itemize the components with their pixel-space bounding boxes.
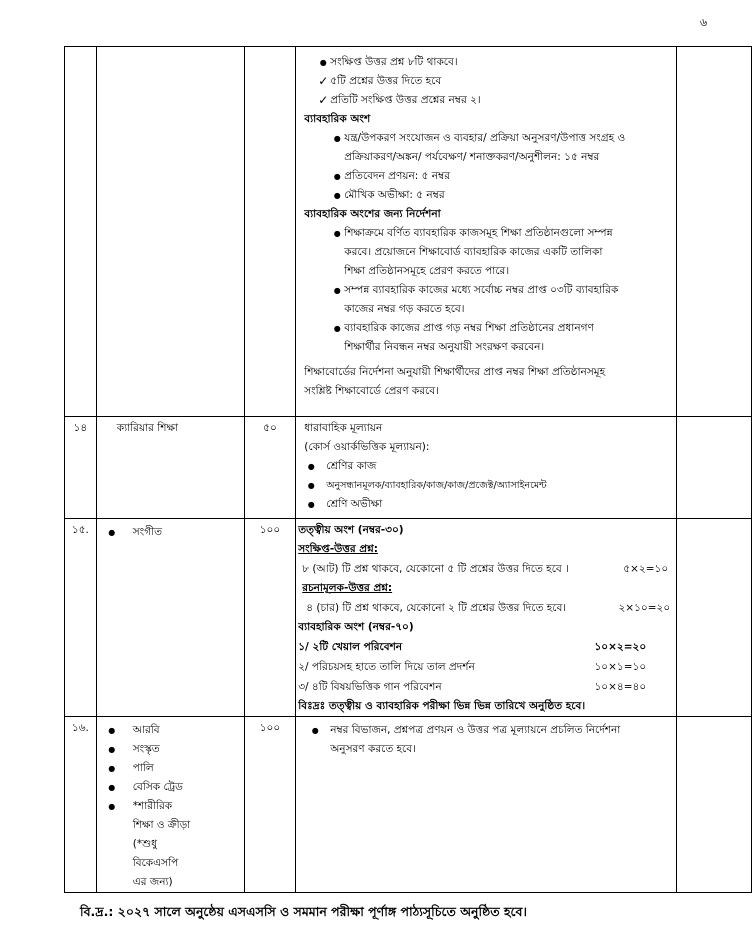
list-item: ● ব্যাবহারিক কাজের প্রাপ্ত গড় নম্বর শিক্ষা প্রতিষ্ঠানের প্রধানগণ শিক্ষার্থীর নিবন্ধন নম্বর অনুযায়ী সংরক্ষণ করবেন।	[333, 322, 594, 353]
list-item: ● সংস্কৃত	[108, 743, 160, 755]
exam-date-note: বিঃদ্রঃ তত্ত্বীয় ও ব্যাবহারিক পরীক্ষা ভিন্ন ভিন্ন তারিখে অনুষ্ঠিত হবে।	[298, 700, 586, 712]
list-item: ● প্রতিবেদন প্রণয়ন: ৫ নম্বর	[333, 170, 451, 182]
subject-cell	[96, 717, 244, 893]
list-item: ● অনুসন্ধানমূলক/ব্যাবহারিক/কাজ/কাজ/প্রজেক্ট/অ্যাসাইনমেন্ট	[307, 480, 547, 491]
footer-note: বি.দ্র.: ২০২৭ সালে অনুষ্ঠেয় এসএসসি ও সমমান পরীক্ষা পূর্ণাঙ্গ পাঠ্যসূচিতে অনুষ্ঠিত হবে।	[80, 904, 527, 919]
list-item: ● পালি	[108, 762, 154, 774]
serial-cell: ১৫.	[65, 519, 97, 717]
short-question-rule: ৮ (আট) টি প্রশ্ন থাকবে, যেকোনো ৫ টি প্রশ্নের উত্তর দিতে হবে । ৫×২=১০	[302, 563, 669, 575]
practical-heading: ব্যাবহারিক অংশ	[304, 113, 371, 125]
practical-item: ৩/ ৪টি বিষয়ভিত্তিক গান পরিবেশন ১০×৪=৪০	[298, 681, 647, 693]
instruction-heading: ব্যাবহারিক অংশের জন্য নির্দেশনা	[304, 208, 441, 220]
short-question-heading: সংক্ষিপ্ত-উত্তর প্রশ্ন:	[298, 543, 378, 555]
marks-cell: ৫০	[244, 417, 296, 519]
evaluation-subheading: (কোর্স ওয়ার্কভিত্তিক মূল্যায়ন):	[304, 441, 430, 453]
description-cell	[296, 519, 677, 717]
serial-cell: ১৪	[65, 417, 97, 519]
marks-cell: ১০০	[244, 519, 296, 717]
list-item: ● আরবি	[108, 724, 160, 736]
list-item: ● শ্রেণির কাজ	[307, 460, 377, 472]
list-item: ● শিক্ষাক্রমে বর্ণিত ব্যাবহারিক কাজসমূহ শিক্ষা প্রতিষ্ঠানগুলো সম্পন্ন করবে। প্রয়োজনে শিক্ষাবোর্ড ব্যাবহারিক কাজের একটি তালিকা শিক্ষা প্রতিষ্ঠানসমূহে প্রেরণ করতে পারে।	[333, 227, 613, 277]
description-cell	[296, 47, 677, 417]
list-item: ● সম্পন্ন ব্যাবহারিক কাজের মধ্যে সর্বোচ্চ নম্বর প্রাপ্ত ০৩টি ব্যাবহারিক কাজের নম্বর গড় করতে হবে।	[333, 284, 619, 315]
table-row-16	[65, 717, 752, 893]
checkmark-icon: ✓	[318, 74, 329, 88]
list-item: ● শ্রেণি অভীক্ষা	[307, 498, 383, 510]
theory-heading: তত্ত্বীয় অংশ (নম্বর-৩০)	[298, 524, 404, 536]
list-item: ● *শারীরিক শিক্ষা ও ক্রীড়া (*শুধু বিকেএসপি এর জন্য)	[108, 800, 191, 888]
subject-cell: ● সংগীত	[96, 519, 244, 717]
remarks-cell	[677, 417, 752, 519]
closing-note: শিক্ষাবোর্ডের নির্দেশনা অনুযায়ী শিক্ষার্থীদের প্রাপ্ত নম্বর শিক্ষা প্রতিষ্ঠানসমূহ সংশ্লিষ্ট শিক্ষাবোর্ডে প্রেরণ করবে।	[304, 366, 606, 397]
subject-cell	[96, 47, 244, 417]
checklist-item: ✓ প্রতিটি সংক্ষিপ্ত উত্তর প্রশ্নের নম্বর ২।	[316, 91, 676, 110]
table-row-15	[65, 519, 752, 717]
checkmark-icon: ✓	[318, 93, 329, 107]
table-row-14	[65, 417, 752, 519]
evaluation-heading: ধারাবাহিক মূল্যায়ন	[304, 422, 383, 434]
table-row-continuation	[65, 47, 752, 417]
page-number: ৬	[700, 16, 708, 29]
list-item: ● মৌখিক অভীক্ষা: ৫ নম্বর	[333, 189, 445, 201]
list-item: ● বেসিক ট্রেড	[108, 781, 183, 793]
marks-cell	[244, 47, 296, 417]
practical-item: ২/ পরিচয়সহ হাতে তালি দিয়ে তাল প্রদর্শন ১০×১=১০	[298, 661, 647, 673]
syllabus-table	[64, 46, 752, 893]
description-cell	[296, 417, 677, 519]
practical-item: ১/ ২টি খেয়াল পরিবেশন ১০×২=২০	[298, 641, 647, 653]
serial-cell: ১৬.	[65, 717, 97, 893]
serial-cell	[65, 47, 97, 417]
remarks-cell	[677, 519, 752, 717]
remarks-cell	[677, 717, 752, 893]
list-item: ● নম্বর বিভাজন, প্রশ্নপত্র প্রণয়ন ও উত্তর পত্র মূল্যায়নে প্রচলিত নির্দেশনা অনুসরণ করতে হবে।	[311, 724, 621, 755]
essay-question-rule: ৪ (চার) টি প্রশ্ন থাকবে, যেকোনো ২ টি প্রশ্নের উত্তর দিতে হবে। ২×১০=২০	[306, 602, 671, 614]
description-cell	[296, 717, 677, 893]
list-item: ● যন্ত্র/উপকরণ সংযোজন ও ব্যবহার/ প্রক্রিয়া অনুসরণ/উপাত্ত সংগ্রহ ও প্রক্রিয়াকরণ/অঙ্কন/ পর্যবেক্ষণ/ শনাক্তকরণ/অনুশীলন: ১৫ নম্বর	[333, 132, 626, 163]
essay-question-heading: রচনামূলক-উত্তর প্রশ্ন:	[302, 582, 393, 594]
checklist-item: ✓ ৫টি প্রশ্নের উত্তর দিতে হবে	[316, 72, 676, 91]
practical-heading: ব্যাবহারিক অংশ (নম্বর-৭০)	[298, 621, 414, 633]
list-item: ● সংক্ষিপ্ত উত্তর প্রশ্ন ৮টি থাকবে।	[319, 56, 458, 68]
subject-cell: ক্যারিয়ার শিক্ষা	[96, 417, 244, 519]
remarks-cell	[677, 47, 752, 417]
marks-cell: ১০০	[244, 717, 296, 893]
